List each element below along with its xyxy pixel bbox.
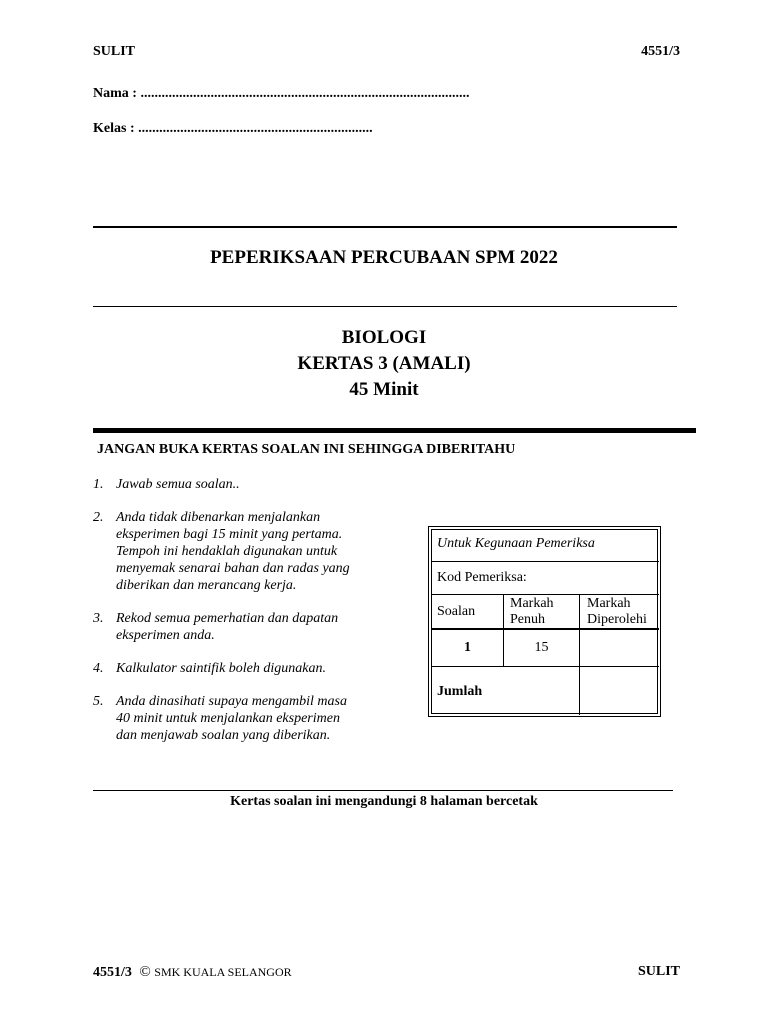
col-full-marks-header — [510, 596, 554, 628]
instruction-text: Anda dinasihati supaya mengambil masa 40 minit untuk menjalankan eksperimen dan menjawab soalan yang diberikan. — [116, 694, 347, 743]
col-obtained-line1: Markah — [587, 596, 631, 611]
name-field — [93, 86, 469, 102]
copyright-symbol: © — [139, 964, 151, 980]
question-number-cell: 1 — [464, 640, 471, 655]
exam-title: PEPERIKSAAN PERCUBAAN SPM 2022 — [210, 247, 558, 268]
instruction-item — [93, 693, 363, 744]
table-title: Untuk Kegunaan Pemeriksa — [437, 536, 595, 551]
instruction-text: Rekod semua pemerhatian dan dapatan eksperimen anda. — [116, 611, 339, 643]
col-obtained-marks-header — [587, 596, 647, 628]
paper-title: KERTAS 3 (AMALI) — [297, 353, 471, 374]
instruction-item — [93, 660, 363, 677]
name-dots: .............................................................................................. — [140, 86, 470, 101]
instruction-text: Kalkulator saintifik boleh digunakan. — [116, 661, 326, 676]
instruction-number: 2. — [93, 510, 104, 525]
pages-note: Kertas soalan ini mengandungi 8 halaman bercetak — [230, 794, 538, 809]
divider-thick — [93, 428, 696, 433]
examiner-code-label: Kod Pemeriksa: — [437, 570, 527, 585]
footer-left — [93, 964, 292, 981]
examiner-table-inner — [431, 529, 658, 714]
footer-classification: SULIT — [637, 964, 680, 979]
divider-bottom — [93, 790, 673, 791]
instruction-text: Jawab semua soalan.. — [116, 477, 240, 492]
table-line — [432, 628, 659, 630]
col-full-marks-line1: Markah — [510, 596, 554, 611]
table-line — [432, 561, 659, 562]
divider-top — [93, 226, 677, 228]
instructions-list — [93, 476, 363, 760]
duration: 45 Minit — [349, 379, 419, 400]
table-line — [432, 666, 659, 667]
warning-notice: JANGAN BUKA KERTAS SOALAN INI SEHINGGA DIBERITAHU — [97, 442, 516, 457]
instruction-text: Anda tidak dibenarkan menjalankan eksperimen bagi 15 minit yang pertama. Tempoh ini hendaklah digunakan untuk menyemak senarai bahan dan radas yang diberikan dan merancang kerja. — [116, 510, 350, 593]
header-classification: SULIT — [93, 44, 136, 59]
subject-title: BIOLOGI — [341, 327, 427, 348]
table-line — [432, 594, 659, 595]
class-dots: ................................................................... — [138, 121, 373, 136]
instruction-number: 1. — [93, 477, 104, 492]
table-line — [579, 594, 580, 715]
col-obtained-line2: Diperolehi — [587, 612, 647, 627]
instruction-number: 3. — [93, 611, 104, 626]
full-marks-cell: 15 — [534, 640, 549, 655]
examiner-table — [428, 526, 661, 717]
class-label: Kelas : — [93, 121, 135, 136]
total-label: Jumlah — [437, 684, 483, 699]
instruction-item — [93, 610, 363, 644]
divider-title — [93, 306, 677, 307]
header-paper-code: 4551/3 — [641, 44, 680, 59]
col-full-marks-line2: Penuh — [510, 612, 545, 627]
instruction-number: 4. — [93, 661, 104, 676]
name-label: Nama : — [93, 86, 137, 101]
footer-school: SMK KUALA SELANGOR — [154, 965, 292, 979]
footer-code: 4551/3 — [93, 965, 132, 980]
col-question-header: Soalan — [437, 604, 476, 619]
class-field — [93, 121, 373, 137]
instruction-item — [93, 476, 363, 493]
instruction-number: 5. — [93, 694, 104, 709]
instruction-item — [93, 509, 363, 594]
